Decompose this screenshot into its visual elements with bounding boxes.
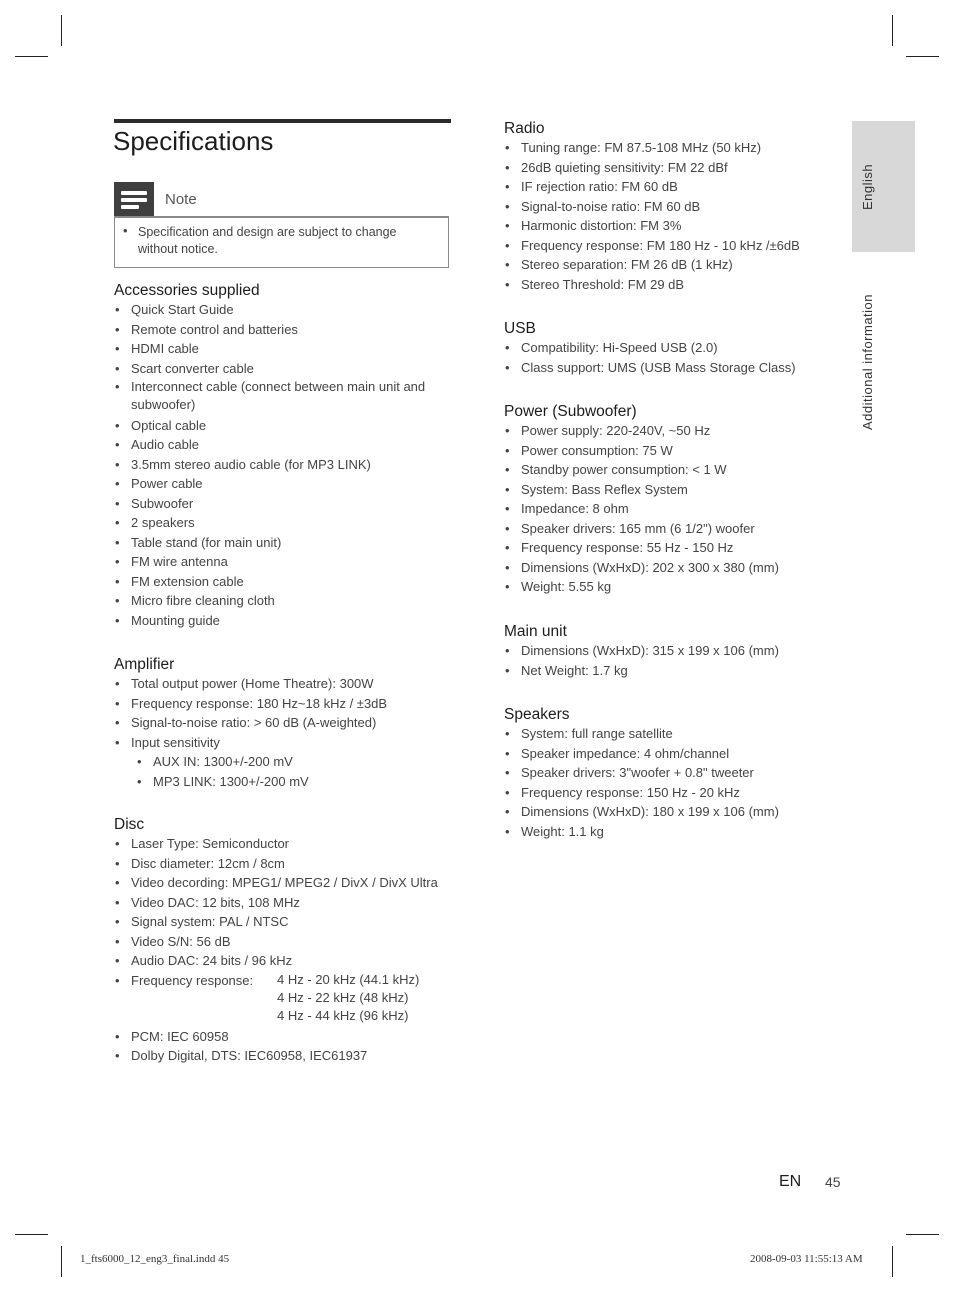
list-item: • FM wire antenna (114, 552, 454, 572)
list-item: • Mounting guide (114, 611, 454, 631)
list-item: • Tuning range: FM 87.5-108 MHz (50 kHz) (504, 138, 834, 158)
freq-value: 4 Hz - 22 kHz (48 kHz) (277, 989, 409, 1005)
list-item (114, 971, 459, 1027)
note-bullet: • (123, 223, 128, 238)
speakers-section (504, 705, 834, 841)
list-item: • Weight: 1.1 kg (504, 822, 834, 842)
list-item: • Frequency response: 180 Hz~18 kHz / ±3dB (114, 694, 454, 714)
list-item: • Signal system: PAL / NTSC (114, 912, 459, 932)
crop-mark (61, 1246, 62, 1277)
amplifier-section (114, 655, 454, 791)
power-list (504, 421, 834, 597)
crop-mark (15, 56, 48, 57)
freq-values (277, 971, 419, 1025)
power-section (504, 402, 834, 597)
usb-list (504, 338, 834, 377)
list-item: • Signal-to-noise ratio: > 60 dB (A-weighted) (114, 713, 454, 733)
list-item: • Audio cable (114, 435, 454, 455)
list-item: • Dolby Digital, DTS: IEC60958, IEC61937 (114, 1046, 459, 1066)
list-item: • Frequency response: FM 180 Hz - 10 kHz /±6dB (504, 236, 834, 256)
list-item: • Net Weight: 1.7 kg (504, 661, 834, 681)
list-item: • Audio DAC: 24 bits / 96 kHz (114, 951, 459, 971)
footer-language: EN (779, 1173, 802, 1190)
freq-label: • Frequency response: (131, 972, 254, 988)
frequency-response (131, 971, 459, 1025)
list-item: • Dimensions (WxHxD): 202 x 300 x 380 (mm) (504, 558, 834, 578)
radio-section (504, 119, 834, 294)
note-icon (114, 182, 154, 216)
list-item: • Table stand (for main unit) (114, 533, 454, 553)
list-item: • 2 speakers (114, 513, 454, 533)
list-item: • Video S/N: 56 dB (114, 932, 459, 952)
accessories-section (114, 281, 454, 630)
section-heading: Accessories supplied (114, 282, 260, 299)
list-item: • Remote control and batteries (114, 320, 454, 340)
section-heading: Radio (504, 120, 545, 137)
list-item: • Power cable (114, 474, 454, 494)
list-item: • AUX IN: 1300+/-200 mV (136, 752, 454, 772)
list-item: • Frequency response: 150 Hz - 20 kHz (504, 783, 834, 803)
list-item: • Disc diameter: 12cm / 8cm (114, 854, 459, 874)
crop-mark (906, 1234, 939, 1235)
list-item: • Standby power consumption: < 1 W (504, 460, 834, 480)
radio-list (504, 138, 834, 294)
list-item: • Impedance: 8 ohm (504, 499, 834, 519)
list-item: • 26dB quieting sensitivity: FM 22 dBf (504, 158, 834, 178)
amplifier-list (114, 674, 454, 791)
list-item: • Speaker drivers: 165 mm (6 1/2") woofer (504, 519, 834, 539)
freq-value: 4 Hz - 20 kHz (44.1 kHz) (277, 971, 420, 987)
print-slug-date: 2008-09-03 11:55:13 AM (750, 1253, 863, 1265)
list-item: • Stereo Threshold: FM 29 dB (504, 275, 834, 295)
list-item: • Power supply: 220-240V, ~50 Hz (504, 421, 834, 441)
list-item: • IF rejection ratio: FM 60 dB (504, 177, 834, 197)
list-item: • Dimensions (WxHxD): 315 x 199 x 106 (mm) (504, 641, 834, 661)
list-item: • Laser Type: Semiconductor (114, 834, 459, 854)
note-label: Note (165, 191, 197, 208)
crop-mark (892, 15, 893, 46)
list-item: • Stereo separation: FM 26 dB (1 kHz) (504, 255, 834, 275)
list-item: • 3.5mm stereo audio cable (for MP3 LINK) (114, 455, 454, 475)
accessories-list (114, 300, 454, 630)
list-item: • Class support: UMS (USB Mass Storage Class) (504, 358, 834, 378)
list-item: • FM extension cable (114, 572, 454, 592)
list-item: • Weight: 5.55 kg (504, 577, 834, 597)
language-tab-label: English (860, 163, 875, 210)
disc-list (114, 834, 459, 1066)
main-unit-list (504, 641, 834, 680)
list-item: • Video decording: MPEG1/ MPEG2 / DivX / DivX Ultra (114, 873, 459, 893)
list-item: • Optical cable (114, 416, 454, 436)
section-heading: Disc (114, 816, 145, 833)
list-item: • Total output power (Home Theatre): 300W (114, 674, 454, 694)
usb-section (504, 319, 834, 377)
list-item: • Dimensions (WxHxD): 180 x 199 x 106 (mm) (504, 802, 834, 822)
list-item: • PCM: IEC 60958 (114, 1027, 459, 1047)
list-item: • Quick Start Guide (114, 300, 454, 320)
list-item: • HDMI cable (114, 339, 454, 359)
crop-mark (906, 56, 939, 57)
section-heading: Power (Subwoofer) (504, 403, 637, 420)
list-item: • System: full range satellite (504, 724, 834, 744)
list-item: • Harmonic distortion: FM 3% (504, 216, 834, 236)
main-unit-section (504, 622, 834, 680)
list-item: • Subwoofer (114, 494, 454, 514)
list-item: • Scart converter cable (114, 359, 454, 379)
list-item: • MP3 LINK: 1300+/-200 mV (136, 772, 454, 792)
print-slug-file: 1_fts6000_12_eng3_final.indd 45 (80, 1253, 230, 1265)
section-heading: Amplifier (114, 656, 175, 673)
section-heading: Main unit (504, 623, 567, 640)
crop-mark (892, 1246, 893, 1277)
list-item: • Speaker drivers: 3"woofer + 0.8" tweeter (504, 763, 834, 783)
list-item: • Compatibility: Hi-Speed USB (2.0) (504, 338, 834, 358)
freq-value: 4 Hz - 44 kHz (96 kHz) (277, 1007, 409, 1023)
list-item: • Micro fibre cleaning cloth (114, 591, 454, 611)
note-text: Specification and design are subject to change without notice. (138, 225, 397, 256)
page-title: Specifications (113, 126, 274, 156)
list-item: • Speaker impedance: 4 ohm/channel (504, 744, 834, 764)
list-item: • Signal-to-noise ratio: FM 60 dB (504, 197, 834, 217)
speakers-list (504, 724, 834, 841)
list-item: • Input sensitivity (114, 733, 454, 753)
list-item: • Interconnect cable (connect between main unit and subwoofer) (114, 378, 454, 416)
disc-section (114, 815, 459, 1066)
crop-mark (15, 1234, 48, 1235)
crop-mark (61, 15, 62, 46)
section-heading: USB (504, 320, 536, 337)
page-number: 45 (825, 1174, 841, 1190)
section-tab-label: Additional information (860, 293, 875, 430)
title-rule (114, 119, 451, 123)
list-item: • Frequency response: 55 Hz - 150 Hz (504, 538, 834, 558)
list-item: • Power consumption: 75 W (504, 441, 834, 461)
list-item: • System: Bass Reflex System (504, 480, 834, 500)
list-item: • Video DAC: 12 bits, 108 MHz (114, 893, 459, 913)
section-heading: Speakers (504, 706, 570, 723)
